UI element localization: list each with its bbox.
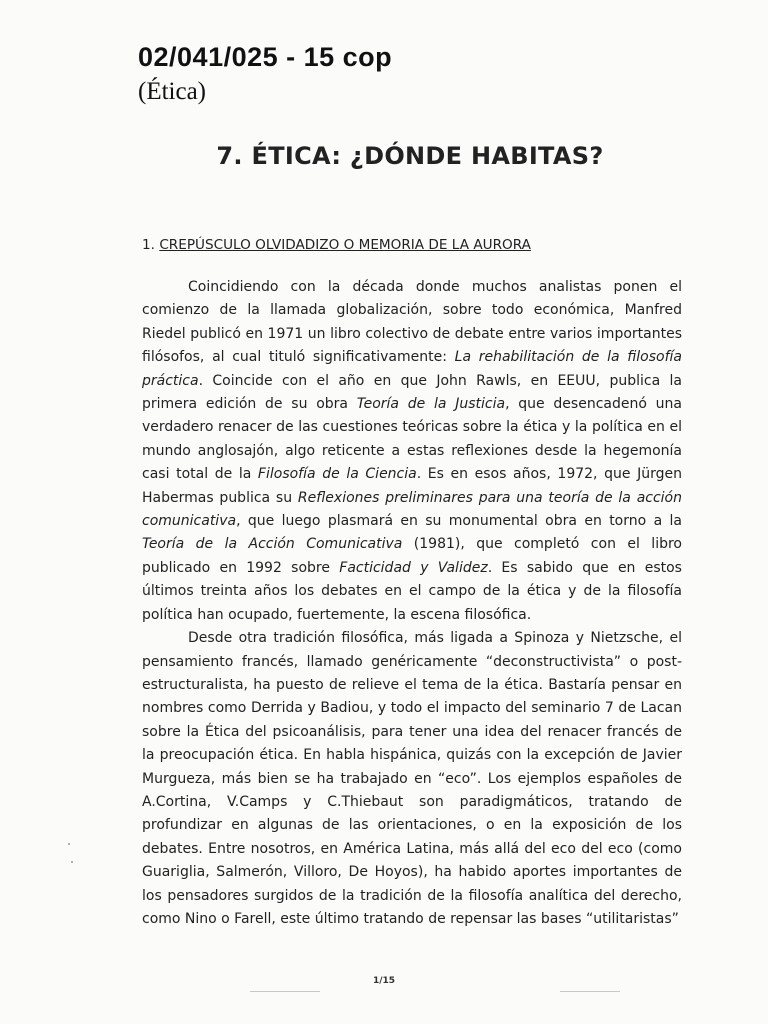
section-heading [142,237,531,253]
section-number: 1. [142,237,155,253]
text-run: , que desencadenó una verdadero renacer de las cuestiones teóricas sobre la ética y la política en el mundo anglosajón, algo reticente a estas reflexiones desde la hegemonía casi total de la [142,396,682,483]
page-number: 1/15 [372,976,396,986]
italic-title: Teoría de la Justicia [356,396,506,413]
section-title: CREPÚSCULO OLVIDADIZO O MEMORIA DE LA AURORA [159,237,531,253]
scan-speck [71,861,73,863]
italic-title: Teoría de la Acción Comunicativa [142,536,403,553]
text-run: Coincidiendo con la década donde muchos analistas ponen el comienzo de la llamada globalización, sobre todo económica, Manfred Riedel publicó en 1971 un libro colectivo de debate entre varios importantes filósofos, al cual tituló significativamente: [142,279,682,366]
body-text [142,276,682,931]
italic-title: Facticidad y Validez [339,559,488,576]
italic-title: La rehabilitación de la filosofía práctica [142,349,682,389]
document-reference: 02/041/025 - 15 cop [138,42,393,72]
paragraph-1 [142,276,682,627]
text-run: , que luego plasmará en su monumental obra en torno a la [236,513,682,530]
scan-artifact [560,991,620,992]
text-run: . Coincide con el año en que John Rawls, en EEUU, publica la primera edición de su obra [142,372,682,413]
scan-artifact [250,991,320,992]
text-run: (1981), que completó con el libro publicado en 1992 sobre [142,536,682,576]
scan-speck [68,843,70,845]
document-subject: (Ética) [138,78,207,105]
text-run: . Es sabido que en estos últimos treinta años los debates en el campo de la ética y de la filosofía política han ocupado, fuertemente, la escena filosófica. [142,559,682,623]
text-run: . Es en esos años, 1972, que Jürgen Habermas publica su [142,466,682,506]
chapter-title: 7. ÉTICA: ¿DÓNDE HABITAS? [216,142,604,170]
paragraph-2: Desde otra tradición filosófica, más ligada a Spinoza y Nietzsche, el pensamiento francés, llamado genéricamente “deconstructivista” o post-estructuralista, ha puesto de relieve el tema de la ética. Bastaría pensar en nombres como Derrida y Badiou, y todo el impacto del seminario 7 de Lacan sobre la Ética del psicoanálisis, para tener una idea del renacer francés de la preocupación ética. En habla hispánica, quizás con la excepción de Javier Murgueza, más bien se ha trabajado en “eco”. Los ejemplos españoles de A.Cortina, V.Camps y C.Thiebaut son paradigmáticos, tratando de profundizar en algunas de las orientaciones, o en la exposición de los debates. Entre nosotros, en América Latina, más allá del eco del eco (como Guariglia, Salmerón, Villoro, De Hoyos), ha habido aportes importantes de los pensadores surgidos de la tradición de la filosofía analítica del derecho, como Nino o Farell, este último tratando de repensar las bases “utilitaristas” [142,630,682,927]
italic-title: Reflexiones preliminares para una teoría de la acción comunicativa [142,489,682,530]
italic-title: Filosofía de la Ciencia [257,466,417,483]
